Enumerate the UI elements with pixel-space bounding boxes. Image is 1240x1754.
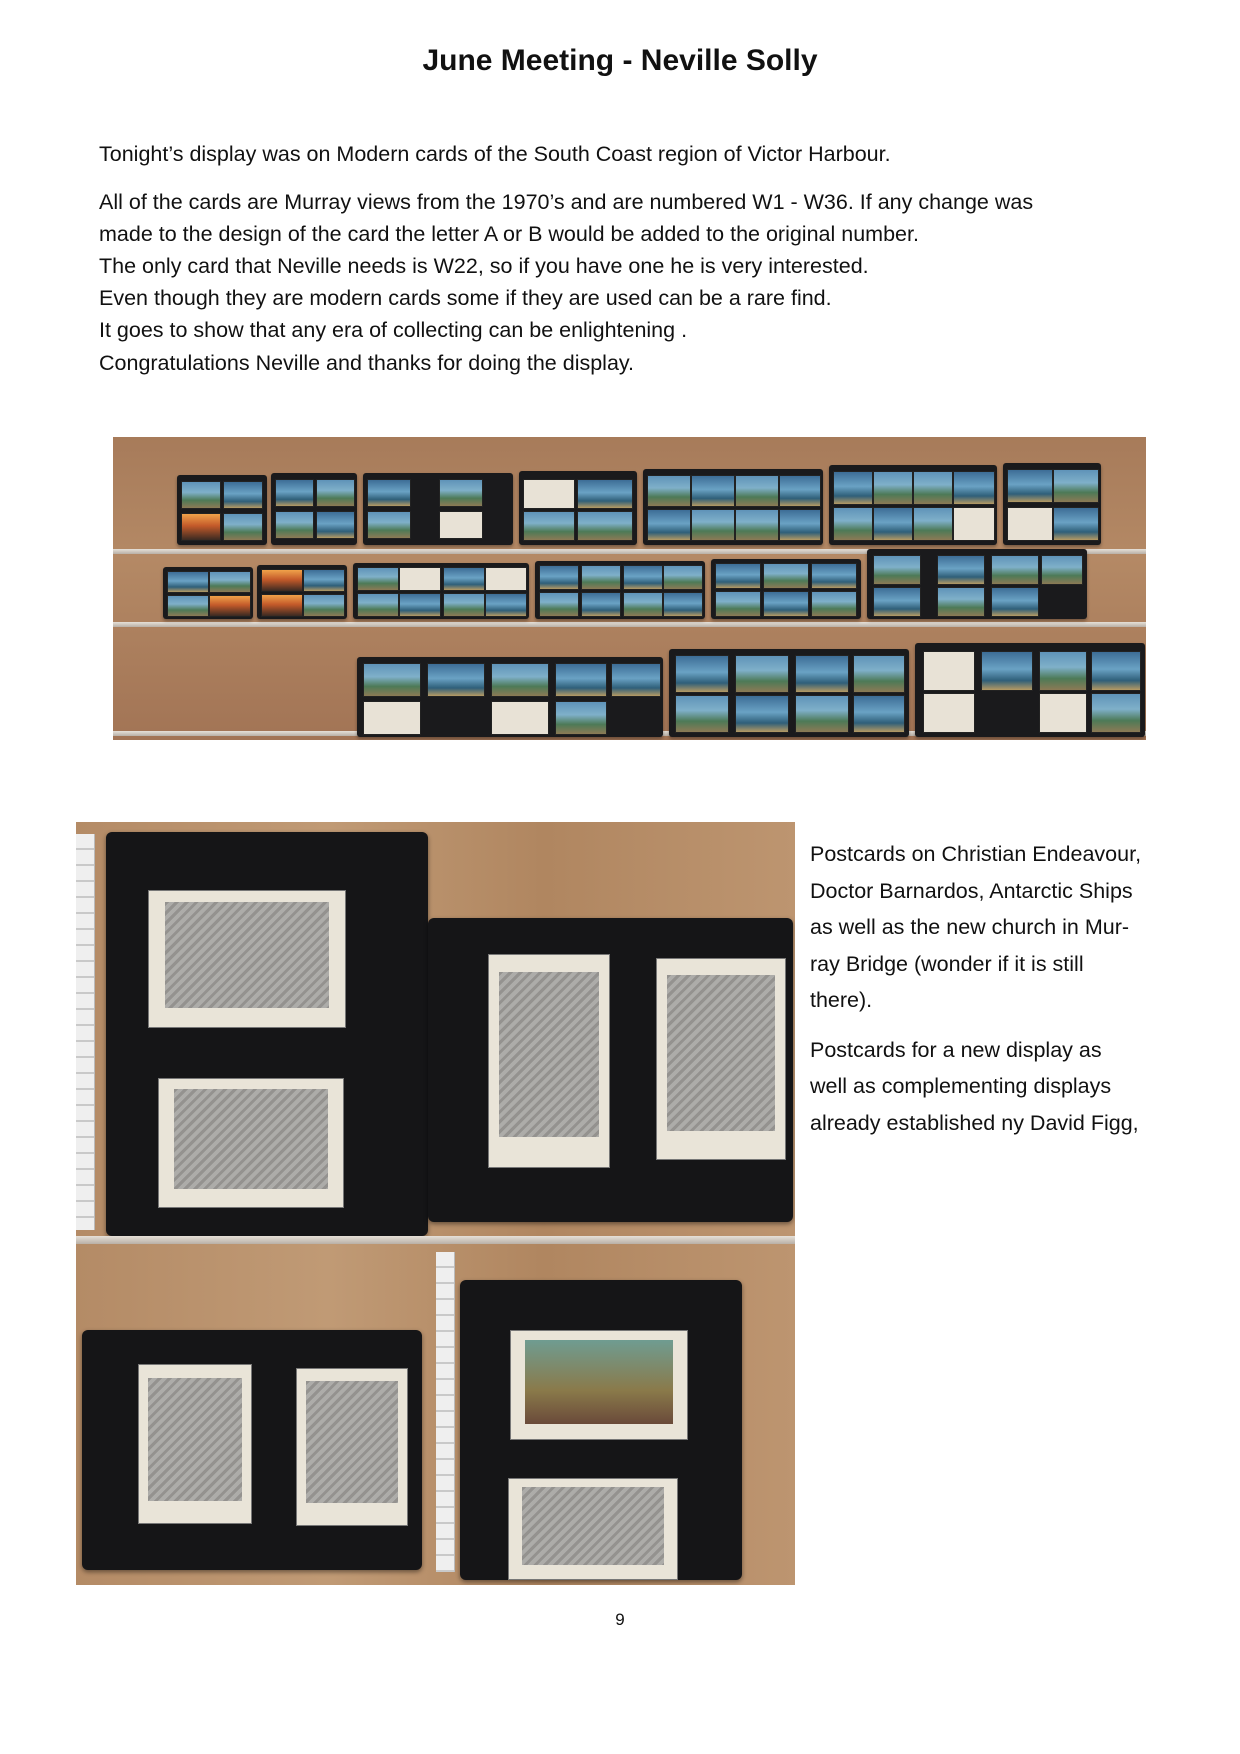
album-page: [357, 657, 663, 737]
body-line: The only card that Neville needs is W22, so if you have one he is very interested.: [99, 254, 869, 278]
side-line: Doctor Barnardos, Antarctic Ships: [810, 878, 1133, 903]
side-line: well as complementing displays: [810, 1074, 1112, 1098]
historic-postcards-photo: [76, 822, 795, 1585]
album-page: [163, 567, 253, 619]
album-page: [1003, 463, 1101, 545]
side-line: as well as the new church in Mur-: [810, 915, 1130, 939]
album-page: [669, 649, 909, 737]
album-page: [535, 561, 705, 619]
page-title: June Meeting - Neville Solly: [422, 44, 818, 77]
body-line: made to the design of the card the letter A or B would be added to the original number.: [99, 222, 919, 246]
postcard-antarctic-ship: [138, 1364, 252, 1524]
side-line: already established ny David Figg,: [810, 1110, 1139, 1135]
page-number: 9: [615, 1610, 625, 1629]
body-line: Congratulations Neville and thanks for doing the display.: [99, 351, 635, 375]
shelf-ledge: [113, 622, 1146, 627]
album-sheet: [82, 1330, 422, 1570]
modern-cards-display-photo: [113, 437, 1146, 740]
album-sheet: [428, 918, 793, 1222]
album-sheet: [460, 1280, 742, 1580]
punched-sheet-edge: [436, 1252, 455, 1572]
album-page: [829, 465, 997, 545]
shelf-ledge: [76, 1236, 795, 1244]
postcard-portraits: [656, 958, 786, 1160]
postcard-murray-bridge-view: [510, 1330, 688, 1440]
postcard-antarctic-ship: [296, 1368, 408, 1526]
postcard-new-church: [508, 1478, 678, 1580]
album-page: [271, 473, 357, 545]
postcard-christian-endeavour: [148, 890, 346, 1028]
body-line: All of the cards are Murray views from the 1970’s and are numbered W1 - W36. If any change was: [99, 190, 1034, 214]
album-page: [711, 559, 861, 619]
album-page: [257, 565, 347, 619]
side-line: Postcards on Christian Endeavour,: [810, 842, 1142, 866]
side-paragraph: [810, 1032, 1190, 1142]
postcard-doctor-barnardos: [158, 1078, 344, 1208]
body-line: Even though they are modern cards some if they are used can be a rare find.: [99, 286, 832, 310]
body-line: It goes to show that any era of collecting can be enlightening .: [99, 318, 688, 342]
side-text: [810, 836, 1190, 1154]
album-page: [353, 563, 529, 619]
album-page: [915, 643, 1145, 737]
intro-paragraph: Tonight’s display was on Modern cards of the South Coast region of Victor Harbour.: [99, 142, 891, 166]
album-page: [519, 471, 637, 545]
side-paragraph: [810, 836, 1190, 1019]
postcard-portraits: [488, 954, 610, 1168]
album-page: [867, 549, 1087, 619]
punched-sheet-edge: [76, 834, 95, 1230]
album-page: [363, 473, 513, 545]
album-page: [177, 475, 267, 545]
album-page: [643, 469, 823, 545]
side-line: there).: [810, 988, 873, 1012]
side-line: Postcards for a new display as: [810, 1037, 1102, 1062]
album-sheet: [106, 832, 428, 1236]
side-line: ray Bridge (wonder if it is still: [810, 951, 1084, 976]
